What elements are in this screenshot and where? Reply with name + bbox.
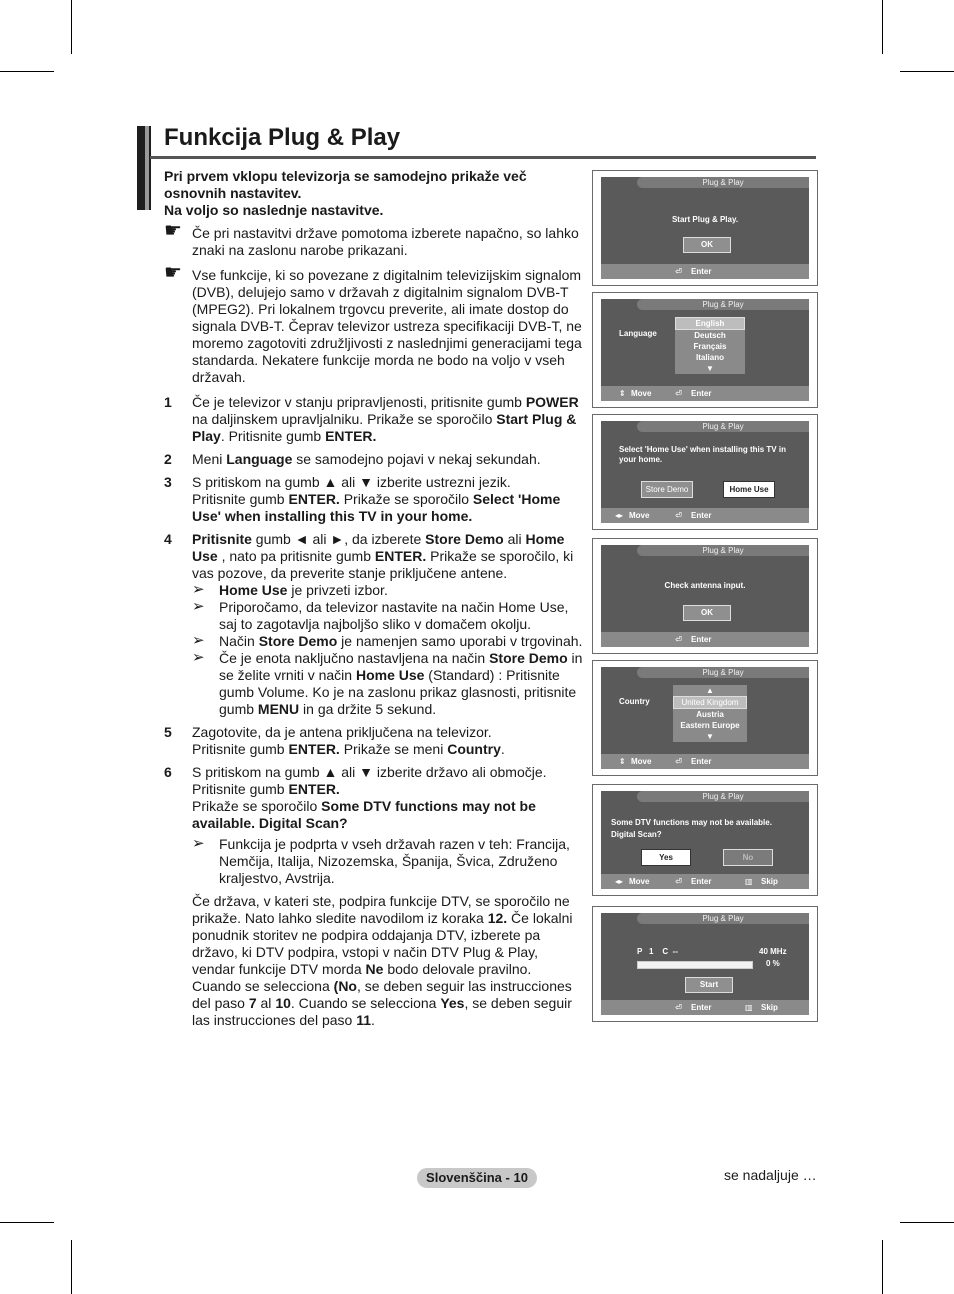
crop-mark [0,1222,54,1223]
osd-footer [601,508,809,523]
step-text: Prikaže se sporočilo [192,798,322,814]
enter-icon: ⏎ [675,877,682,886]
pointing-hand-icon: ☛ [164,262,182,284]
step-text-bold: ENTER. [288,491,340,507]
language-option[interactable]: Deutsch [694,331,726,340]
osd-home-use [592,414,818,530]
osd-check-antenna [592,538,818,654]
note-2 [164,262,584,386]
step-text: Prikaže se sporočilo, ki vas pozove, da preverite stanje priključene antene. [192,548,574,581]
osd-country [592,660,818,776]
osd-screen [601,545,809,647]
ok-button[interactable]: OK [683,605,731,621]
language-option[interactable]: Français [693,342,727,351]
up-down-icon: ⇕ [619,757,626,766]
osd-footer [601,1000,809,1015]
yes-button[interactable]: Yes [641,849,691,866]
crop-mark [882,0,883,54]
start-button[interactable]: Start [685,977,733,993]
osd-screen [601,667,809,769]
note-text: Vse funkcije, ki so povezane z digitalnim televizijskim signalom (DVB), delujejo samo v državah z digitalnim signalom DVB-T (MPEG2). Pri lokalnem trgovcu preverite, ali imate dostop do signala DVB-T. Čeprav televizor ustreza specifikaciji DVB-T, ne moremo zagotoviti združljivosti z naslednjimi generacijami tega standarda. Nekatere funkcije morda ne bodo na voljo v vseh državah. [192,267,582,385]
step-text: al [256,995,276,1011]
arrow-bullet-icon: ➢ [192,649,205,666]
step-text-bold: 11 [356,1012,372,1028]
crop-mark [71,1240,72,1294]
sub-note [192,650,584,718]
osd-screen [601,791,809,889]
skip-label: Skip [761,877,778,886]
country-option[interactable]: Austria [696,710,724,719]
step-text-bold: Ne [365,961,384,977]
title-rule [150,156,816,159]
ok-button[interactable]: OK [683,237,731,253]
step-6-paragraph [192,893,584,1029]
step-number: 3 [164,474,172,490]
step-text: Pritisnite gumb [192,781,289,797]
step-text-bold: MENU [257,701,300,717]
step-text: Funkcija je podprta v vseh državah razen v teh: Francija, Nemčija, Italija, Nizozemska, Španija, Švica, Združeno kraljestvo, Avstrija. [219,836,570,886]
step-text: Če je televizor v stanju pripravljenosti, pritisnite gumb [192,394,526,410]
step-text-bold: Start Plug & Play [192,411,577,444]
title-accent-stripe [145,126,149,210]
osd-language [592,292,818,408]
step-text: gumb ◄ ali ►, da izberete [251,531,426,547]
osd-screen [601,299,809,401]
step-text: , nato pa pritisnite gumb [217,548,375,564]
osd-message: Start Plug & Play. [671,215,739,224]
osd-start-plug-play [592,170,818,286]
step-text-bold: 12. [487,910,508,926]
sub-note [192,633,584,650]
left-right-icon: ◂▸ [615,877,624,886]
enter-icon: ⏎ [675,511,682,520]
step-text-bold: 10 [275,995,291,1011]
osd-header: Plug & Play [637,421,809,432]
step-number: 1 [164,394,172,410]
scroll-up-icon[interactable]: ▲ [706,686,714,695]
step-text-bold: Store Demo [258,633,338,649]
intro [164,168,584,219]
step-text: Način [219,633,259,649]
osd-message: Select 'Home Use' when installing this TV in your home. [619,445,786,464]
osd-header: Plug & Play [637,667,809,678]
arrow-bullet-icon: ➢ [192,632,205,649]
note-text: Če pri nastavitvi države pomotoma izberete napačno, so lahko znaki na zaslonu narobe prikazani. [192,225,579,258]
step-1 [164,394,584,445]
osd-header: Plug & Play [637,177,809,188]
step-text: (Standard) : Pritisnite gumb Volume. Ko je na zaslonu prikaz glasnosti, pritisnite gumb [219,667,577,717]
up-down-icon: ⇕ [619,389,626,398]
step-text: Če lokalni ponudnik storitev ne podpira oddajanja DTV, izberete pa državo, ki DTV podpira, vstopi v način DTV Plug & Play, vendar funkcije DTV morda [192,910,573,977]
step-2 [164,451,584,468]
osd-footer [601,386,809,401]
osd-header: Plug & Play [637,913,809,924]
step-text: ali [503,531,526,547]
crop-mark [900,71,954,72]
crop-mark [0,71,54,72]
step-text: Prikaže se sporočilo [339,491,473,507]
step-text: . [371,1012,375,1028]
step-text: Meni [192,451,227,467]
scroll-down-icon[interactable]: ▼ [706,364,714,373]
program-p: P [637,947,643,956]
skip-label: Skip [761,1003,778,1012]
page-number-badge: Slovenščina - 10 [417,1168,537,1188]
move-label: Move [631,757,652,766]
enter-label: Enter [691,1003,712,1012]
no-button[interactable]: No [723,849,773,866]
step-4 [164,531,584,718]
step-text: Pritisnite gumb [192,491,289,507]
sub-note [192,582,584,599]
enter-label: Enter [691,511,712,520]
osd-header: Plug & Play [637,545,809,556]
osd-footer [601,754,809,769]
step-number: 5 [164,724,172,740]
step-6 [164,764,584,1029]
osd-message: Check antenna input. [664,581,746,590]
channel-c: C [662,947,669,956]
step-text: se samodejno pojavi v nekaj sekundah. [292,451,541,467]
enter-icon: ⏎ [675,1003,682,1012]
step-text: , se deben seguir las instrucciones del paso [192,995,572,1028]
step-text-bold: ENTER. [288,741,340,757]
enter-label: Enter [691,635,712,644]
step-text-bold: Pritisnite [192,531,252,547]
enter-label: Enter [691,877,712,886]
page-title: Funkcija Plug & Play [164,124,401,151]
channel-value: -- [672,947,678,956]
step-text: Pritisnite gumb [192,741,289,757]
program-number: 1 [649,947,654,956]
step-text: Zagotovite, da je antena priključena na televizor. [192,724,492,740]
step-text: in se želite vrniti v način [219,650,583,683]
crop-mark [882,1240,883,1294]
step-text-bold: Home Use [355,667,425,683]
step-text-bold: Country [447,741,501,757]
home-use-button[interactable]: Home Use [723,481,775,498]
step-text: na daljinskem upravljalniku. Prikaže se sporočilo [192,411,497,427]
osd-message: Some DTV functions may not be available. Digital Scan? [611,818,772,839]
move-label: Move [629,877,650,886]
step-3 [164,474,584,525]
step-text: Priporočamo, da televizor nastavite na način Home Use, saj to zagotavlja najboljšo sliko v domačem okolju. [219,599,569,632]
arrow-bullet-icon: ➢ [192,581,205,598]
osd-digital-scan [592,784,818,896]
step-text-bold: Select 'Home Use' when installing this TV in your home. [192,491,561,524]
osd-screen [601,913,809,1015]
country-option-selected[interactable]: United Kingdom [673,696,747,709]
language-option-selected[interactable]: English [675,317,745,330]
osd-footer [601,264,809,279]
step-number: 6 [164,764,172,780]
note-1 [164,220,584,259]
step-text: je namenjen samo uporabi v trgovinah. [337,633,583,649]
frequency-value: 40 MHz [759,947,787,956]
step-text: Prikaže se meni [339,741,448,757]
step-text-bold: ENTER. [374,548,427,564]
country-list [673,685,747,742]
step-5 [164,724,584,758]
step-text-bold: ENTER. [325,428,377,444]
crop-mark [71,0,72,54]
step-text: , se deben seguir las instrucciones del paso [192,978,572,1011]
step-text: . Pritisnite gumb [220,428,326,444]
step-text: . Cuando se selecciona [290,995,441,1011]
country-option[interactable]: Eastern Europe [680,721,740,730]
enter-label: Enter [691,389,712,398]
enter-icon: ⏎ [675,267,682,276]
step-text: in ga držite 5 sekund. [299,701,437,717]
step-text: . [500,741,505,757]
sub-note [192,599,584,633]
enter-icon: ⏎ [675,757,682,766]
step-text-bold: 7 [248,995,257,1011]
scan-percent: 0 % [766,959,780,968]
osd-header: Plug & Play [637,791,809,802]
left-right-icon: ◂▸ [615,511,624,520]
language-label: Language [619,329,657,338]
osd-footer [601,632,809,647]
enter-icon: ⏎ [675,635,682,644]
step-text-bold: Some DTV functions may not be available. Digital Scan? [192,798,536,831]
step-text: bodo delovale pravilno. Cuando se selecciona [192,961,532,994]
osd-screen [601,421,809,523]
skip-icon: ▥ [745,1003,753,1012]
language-list [675,317,745,374]
enter-label: Enter [691,267,712,276]
osd-header: Plug & Play [637,299,809,310]
intro-line-1: Pri prvem vklopu televizorja se samodejno prikaže več osnovnih nastavitev. [164,168,527,201]
step-text: je privzeti izbor. [287,582,388,598]
program-label [637,947,678,956]
skip-icon: ▥ [745,877,753,886]
enter-icon: ⏎ [675,389,682,398]
step-text: S pritiskom na gumb ▲ ali ▼ izberite državo ali območje. [192,764,547,780]
move-label: Move [629,511,650,520]
osd-screen [601,177,809,279]
step-text-bold: ENTER. [288,781,340,797]
step-text-bold: POWER [525,394,579,410]
scroll-down-icon[interactable]: ▼ [706,732,714,741]
main-text-column [164,168,584,1035]
enter-label: Enter [691,757,712,766]
step-text-bold: Language [226,451,293,467]
step-text-bold: (No [333,978,357,994]
arrow-bullet-icon: ➢ [192,598,205,615]
step-text-bold: Yes [440,995,465,1011]
step-text: S pritiskom na gumb ▲ ali ▼ izberite ustrezni jezik. [192,474,511,490]
pointing-hand-icon: ☛ [164,220,182,242]
continues-note: se nadaljuje … [724,1167,817,1183]
arrow-bullet-icon: ➢ [192,835,205,852]
intro-line-2: Na voljo so naslednje nastavitve. [164,202,384,218]
move-label: Move [631,389,652,398]
step-text: Če država, v kateri ste, podpira funkcije DTV, se sporočilo ne prikaže. Nato lahko sledite navodilom iz koraka [192,893,570,926]
osd-footer [601,874,809,889]
scan-progress-bar [637,961,753,969]
step-text-bold: Store Demo [489,650,568,666]
step-text-bold: Store Demo [425,531,504,547]
step-number: 4 [164,531,172,547]
step-number: 2 [164,451,172,467]
step-text-bold: Home Use [219,582,288,598]
language-option[interactable]: Italiano [695,353,724,362]
sub-note [192,836,584,887]
osd-scan-progress [592,906,818,1022]
step-text-bold: Home Use [192,531,565,564]
country-label: Country [619,697,650,706]
step-text: Če je enota naključno nastavljena na način [219,650,490,666]
crop-mark [900,1222,954,1223]
store-demo-button[interactable]: Store Demo [641,481,693,498]
